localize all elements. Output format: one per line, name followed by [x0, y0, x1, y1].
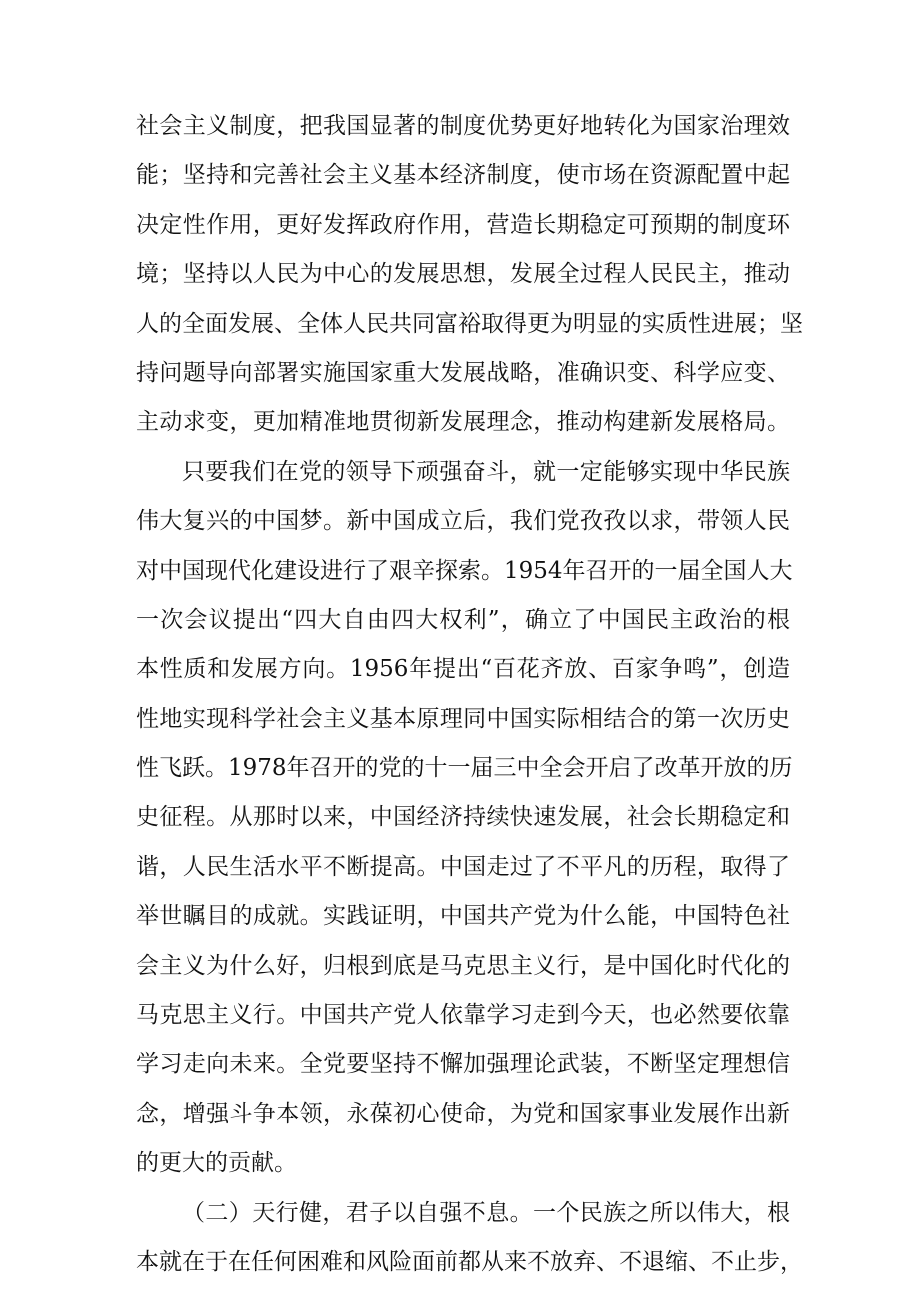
text-line: 能；坚持和完善社会主义基本经济制度，使市场在资源配置中起: [136, 162, 790, 189]
text-line: 主动求变，更加精准地贯彻新发展理念，推动构建新发展格局。: [136, 409, 790, 436]
document-body: [136, 102, 803, 1287]
text-line: 社会主义制度，把我国显著的制度优势更好地转化为国家治理效: [136, 113, 790, 139]
text-line: 一次会议提出“四大自由四大权利”，确立了中国民主政治的根: [136, 606, 790, 633]
text-line: 马克思主义行。中国共产党人依靠学习走到今天，也必然要依靠: [136, 1002, 790, 1029]
text-line: 本性质和发展方向。1956年提出“百花齐放、百家争鸣”，创造: [136, 656, 790, 683]
text-line: 性飞跃。1978年召开的党的十一届三中全会开启了改革开放的历: [136, 755, 793, 782]
text-line: 史征程。从那时以来，中国经济持续快速发展，社会长期稳定和: [136, 804, 790, 831]
text-line: 本就在于在任何困难和风险面前都从来不放弃、不退缩、不止步，: [136, 1248, 803, 1275]
paragraph-end-line: 的更大的贡献。: [136, 1150, 297, 1177]
text-line: 决定性作用，更好发挥政府作用，营造长期稳定可预期的制度环: [136, 211, 790, 238]
text-line: 对中国现代化建设进行了艰辛探索。1954年召开的一届全国人大: [136, 557, 793, 584]
text-line: 境；坚持以人民为中心的发展思想，发展全过程人民民主，推动: [136, 261, 790, 288]
text-line: 举世瞩目的成就。实践证明，中国共产党为什么能，中国特色社: [136, 903, 790, 930]
text-line: 持问题导向部署实施国家重大发展战略，准确识变、科学应变、: [136, 359, 790, 386]
text-line: 念，增强斗争本领，永葆初心使命，为党和国家事业发展作出新: [136, 1100, 790, 1127]
text-line: 性地实现科学社会主义基本原理同中国实际相结合的第一次历史: [136, 705, 790, 732]
text-line: 人的全面发展、全体人民共同富裕取得更为明显的实质性进展；坚: [136, 310, 803, 337]
section-heading-line: （二）天行健，君子以自强不息。一个民族之所以伟大，根: [182, 1199, 790, 1226]
paragraph-start-line: 只要我们在党的领导下顽强奋斗，就一定能够实现中华民族: [182, 458, 790, 485]
text-line: 谐，人民生活水平不断提高。中国走过了不平凡的历程，取得了: [136, 853, 790, 880]
text-line: 伟大复兴的中国梦。新中国成立后，我们党孜孜以求，带领人民: [136, 508, 790, 535]
text-line: 学习走向未来。全党要坚持不懈加强理论武装，不断坚定理想信: [136, 1051, 790, 1078]
text-line: 会主义为什么好，归根到底是马克思主义行，是中国化时代化的: [136, 952, 790, 979]
